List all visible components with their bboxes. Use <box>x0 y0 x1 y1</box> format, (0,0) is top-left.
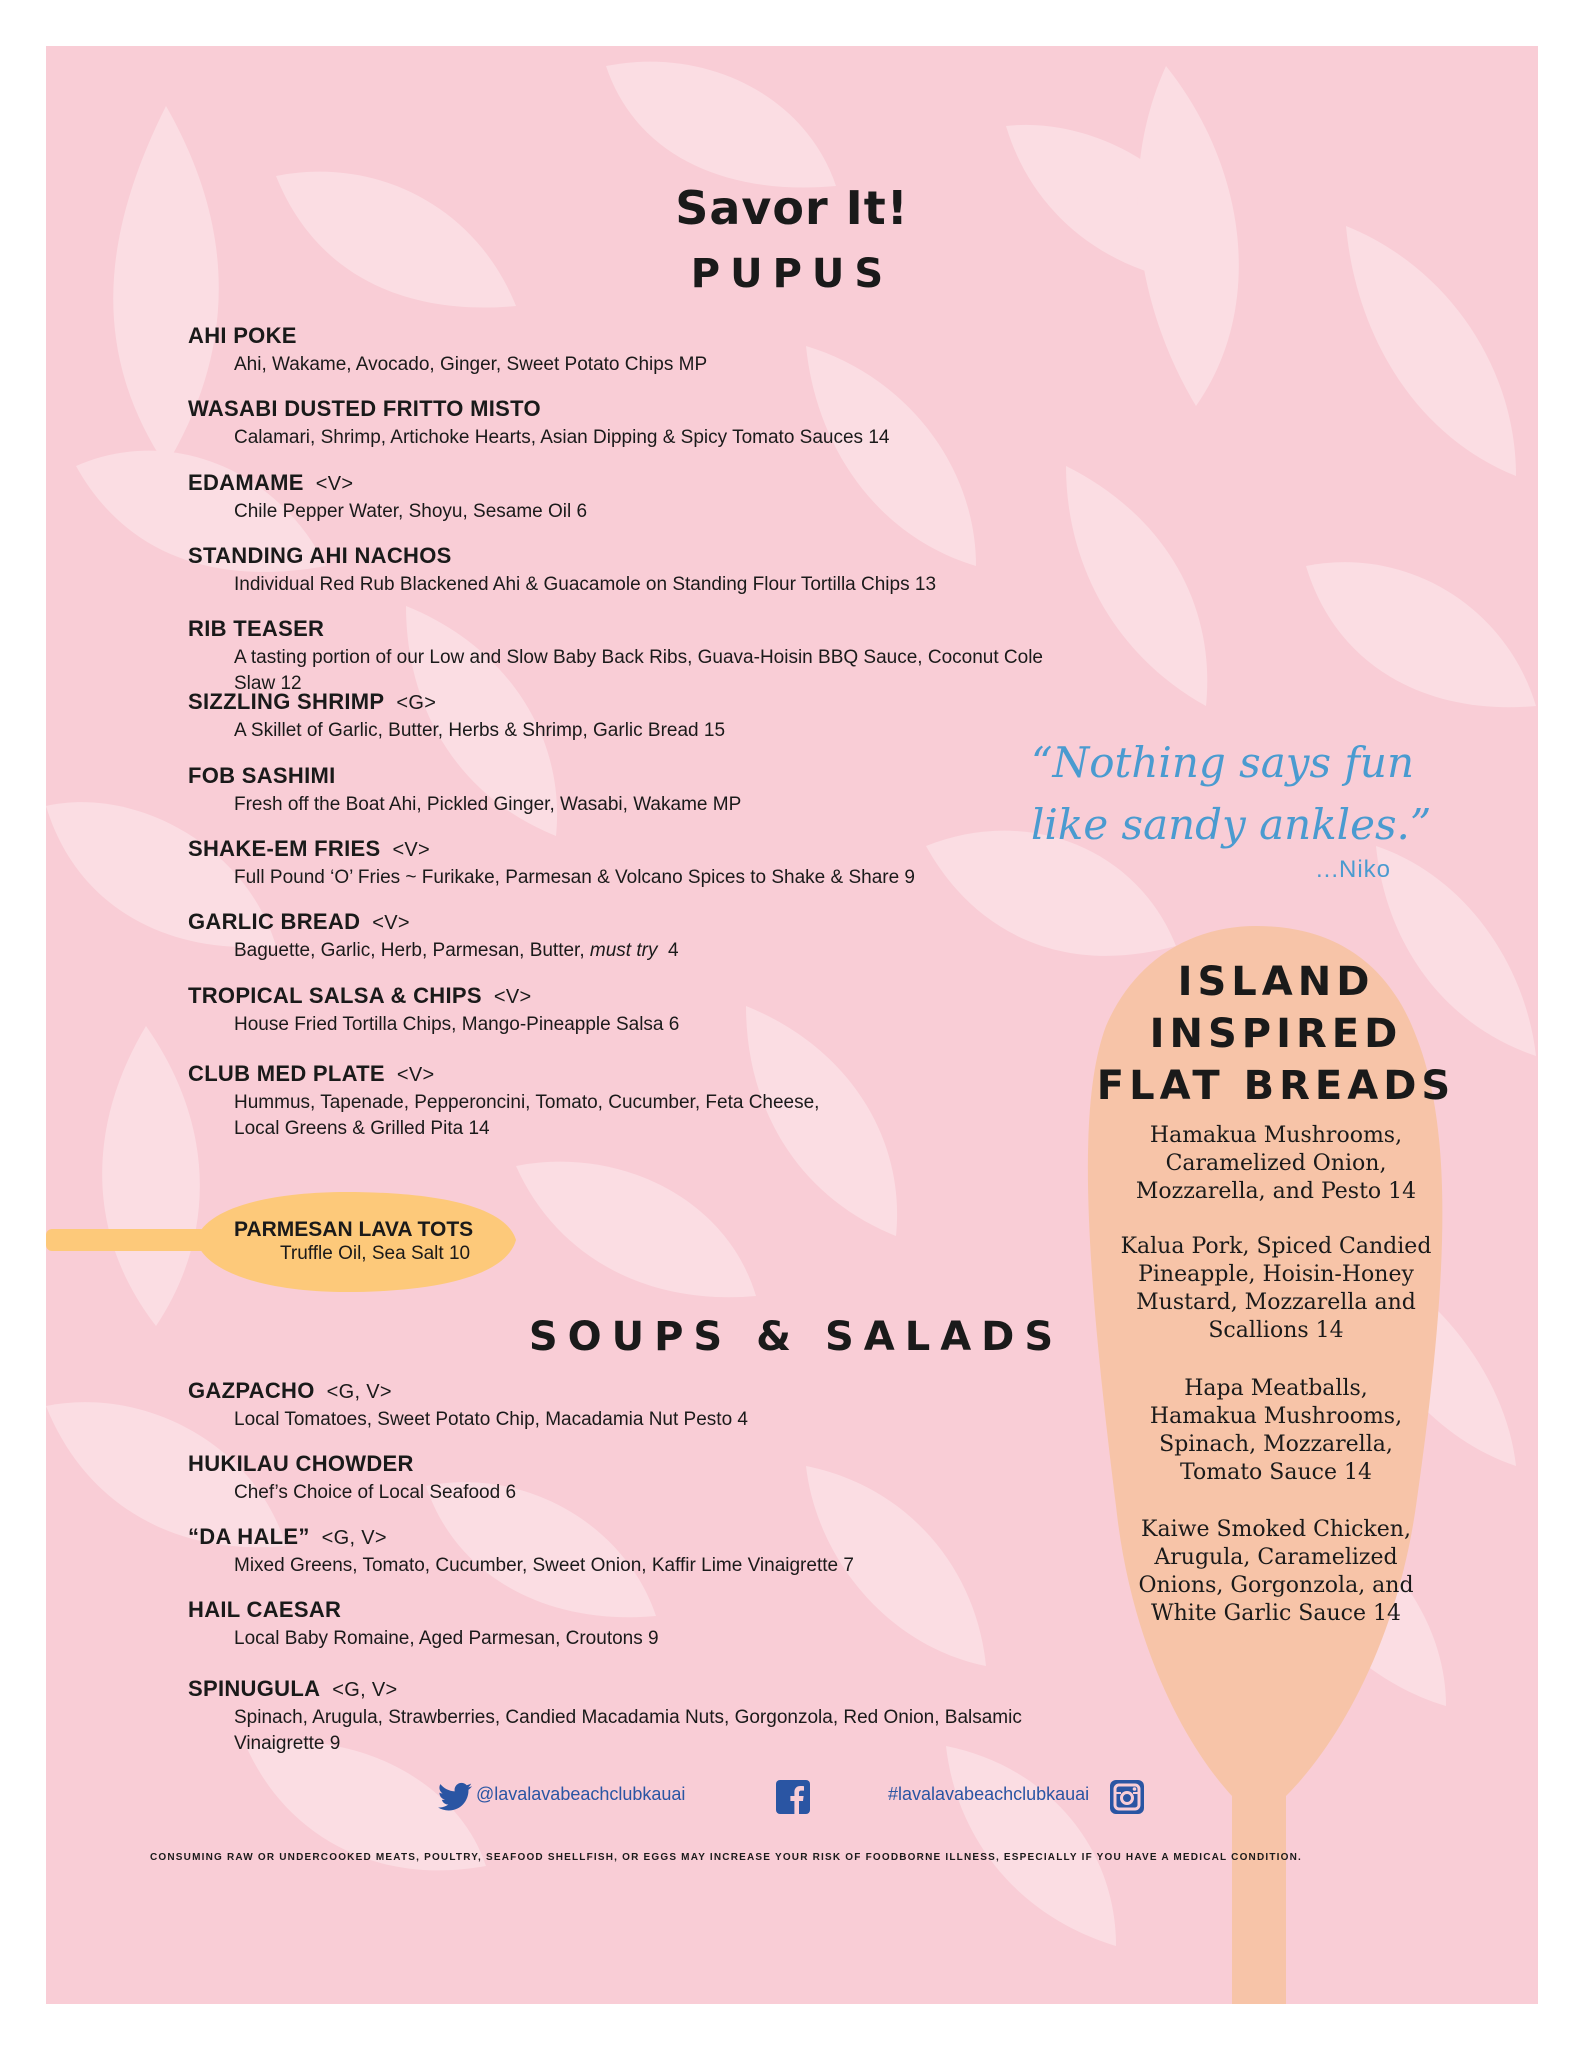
menu-item-desc-text: Full Pound ‘O’ Fries ~ Furikake, Parmesan & Volcano Spices to Shake & Share 9 <box>234 867 915 888</box>
menu-item-desc-text: Hummus, Tapenade, Pepperoncini, Tomato, Cucumber, Feta Cheese, <box>234 1092 820 1113</box>
flatbread-line: White Garlic Sauce 14 <box>1151 1601 1401 1626</box>
flatbreads-title-line: ISLAND <box>1177 959 1375 1005</box>
menu-item-name <box>188 836 1088 862</box>
menu-item <box>188 396 1088 451</box>
menu-item-name <box>188 1061 1088 1087</box>
menu-page <box>46 46 1538 2004</box>
menu-item <box>188 763 1088 818</box>
menu-item-desc <box>234 1012 1088 1038</box>
menu-item-desc: Local Tomatoes, Sweet Potato Chip, Macadamia Nut Pesto 4 <box>234 1409 748 1430</box>
menu-item-desc-text: Ahi, Wakame, Avocado, Ginger, Sweet Potato Chips MP <box>234 354 708 375</box>
menu-item-name <box>188 543 1088 569</box>
flatbread-line: Onions, Gorgonzola, and <box>1138 1573 1414 1598</box>
menu-item-desc-text: Baguette, Garlic, Herb, Parmesan, Butter, <box>234 940 585 961</box>
twitter-handle[interactable]: @lavalavabeachclubkauai <box>476 1784 686 1804</box>
menu-item-price: 4 <box>657 940 679 961</box>
flatbread-line: Hamakua Mushrooms, <box>1149 1404 1403 1429</box>
dietary-tag: <V> <box>392 839 431 861</box>
flatbread-line: Spinach, Mozzarella, <box>1159 1432 1393 1457</box>
menu-item-desc-emphasis: must try <box>589 940 658 961</box>
flatbread-item <box>1116 1375 1436 1487</box>
menu-item-name <box>188 1597 1088 1623</box>
dietary-tag: <V> <box>372 912 410 934</box>
dietary-tag: <G, V> <box>326 1381 392 1403</box>
instagram-hashtag[interactable]: #lavalavabeachclubkauai <box>888 1784 1090 1804</box>
menu-item-desc <box>234 572 1088 598</box>
dietary-tag: <G> <box>396 692 437 714</box>
flatbread-item <box>1116 1233 1436 1345</box>
quote-author: ...Niko <box>1316 856 1392 883</box>
menu-item-title: SHAKE-EM FRIES <box>188 836 381 861</box>
menu-item-name <box>188 323 1088 349</box>
flatbread-line: Hamakua Mushrooms, <box>1149 1123 1403 1148</box>
menu-item-desc: Local Baby Romaine, Aged Parmesan, Croutons 9 <box>234 1628 659 1649</box>
menu-item-desc <box>234 938 1088 964</box>
menu-item-title: GAZPACHO <box>188 1378 315 1403</box>
menu-item-name <box>188 1676 1088 1702</box>
menu-item <box>188 1378 1088 1433</box>
menu-item-desc-text: House Fried Tortilla Chips, Mango-Pineapple Salsa 6 <box>234 1014 680 1035</box>
menu-item-desc <box>234 792 1088 818</box>
menu-item-desc <box>234 499 1088 525</box>
menu-item-name <box>188 1524 1088 1550</box>
menu-item <box>188 909 1088 964</box>
menu-item <box>188 689 1088 744</box>
flatbread-line: Caramelized Onion, <box>1165 1151 1387 1176</box>
special-item-name: PARMESAN LAVA TOTS <box>234 1218 474 1241</box>
dietary-tag: <V> <box>493 986 532 1008</box>
menu-item <box>188 323 1088 378</box>
menu-item-title: STANDING AHI NACHOS <box>188 543 452 568</box>
menu-item-title: SIZZLING SHRIMP <box>188 689 385 714</box>
menu-item-title: RIB TEASER <box>188 616 325 641</box>
menu-item <box>188 1676 1088 1757</box>
menu-item-title: CLUB MED PLATE <box>188 1061 385 1086</box>
flatbreads-title <box>1096 956 1456 1112</box>
flatbread-item <box>1116 1122 1436 1206</box>
menu-item <box>188 1597 1088 1652</box>
food-safety-disclaimer: CONSUMING RAW OR UNDERCOOKED MEATS, POULTRY, SEAFOOD SHELLFISH, OR EGGS MAY INCREASE YOUR RISK OF FOODBORNE ILLNESS, ESPECIALLY IF YOU HAVE A MEDICAL CONDITION. <box>149 1852 1303 1863</box>
flatbread-line: Mustard, Mozzarella and <box>1136 1290 1416 1315</box>
quote-line: like sandy ankles.” <box>1031 800 1432 849</box>
menu-item-name <box>188 1378 1088 1404</box>
menu-item-desc: Chef’s Choice of Local Seafood 6 <box>234 1482 517 1503</box>
menu-item <box>188 1524 1088 1579</box>
flatbread-line: Mozzarella, and Pesto 14 <box>1135 1179 1417 1204</box>
section-title-pupus: PUPUS <box>690 251 894 297</box>
menu-item <box>188 543 1088 598</box>
menu-item-name <box>188 983 1088 1009</box>
menu-item <box>188 470 1088 525</box>
menu-item-title: GARLIC BREAD <box>188 909 361 934</box>
menu-item <box>188 983 1088 1038</box>
section-title-soups-salads: SOUPS & SALADS <box>528 1314 1064 1360</box>
menu-item-name <box>188 396 1088 422</box>
dietary-tag: <G, V> <box>332 1679 398 1701</box>
dietary-tag: <G, V> <box>321 1527 387 1549</box>
menu-item <box>188 1061 1088 1142</box>
menu-item-desc-text: A tasting portion of our Low and Slow Baby Back Ribs, Guava-Hoisin BBQ Sauce, Coconut Cole Slaw 12 <box>234 647 1043 694</box>
flatbread-line: Kalua Pork, Spiced Candied <box>1120 1234 1432 1259</box>
menu-item-name <box>188 689 1088 715</box>
quote <box>1031 732 1451 856</box>
dietary-tag: <V> <box>315 473 354 495</box>
menu-item-name <box>188 909 1088 935</box>
menu-item-title: “DA HALE” <box>188 1524 310 1549</box>
menu-item-name <box>188 1451 1088 1477</box>
menu-item-name <box>188 616 1088 642</box>
twitter-icon[interactable] <box>438 1782 472 1812</box>
flatbreads-title-line: INSPIRED <box>1149 1011 1403 1057</box>
menu-item-title: SPINUGULA <box>188 1676 321 1701</box>
menu-item-title: EDAMAME <box>188 470 304 495</box>
quote-line: “Nothing says fun <box>1031 738 1415 787</box>
menu-item-desc-text: Individual Red Rub Blackened Ahi & Guacamole on Standing Flour Tortilla Chips 13 <box>234 574 937 595</box>
flatbread-line: Arugula, Caramelized <box>1154 1545 1398 1570</box>
menu-item-title: TROPICAL SALSA & CHIPS <box>188 983 482 1008</box>
flatbread-item <box>1116 1516 1436 1628</box>
flatbread-line: Scallions 14 <box>1208 1318 1344 1343</box>
menu-item-name <box>188 763 1088 789</box>
instagram-icon[interactable] <box>1110 1780 1144 1814</box>
menu-item-title: HUKILAU CHOWDER <box>188 1451 414 1476</box>
flatbread-line: Hapa Meatballs, <box>1184 1376 1368 1401</box>
menu-item-desc-text: A Skillet of Garlic, Butter, Herbs & Shrimp, Garlic Bread 15 <box>234 720 726 741</box>
menu-item-desc <box>234 718 1088 744</box>
flatbreads-title-line: FLAT BREADS <box>1096 1063 1456 1109</box>
flatbread-line: Tomato Sauce 14 <box>1180 1460 1372 1485</box>
menu-item-title: HAIL CAESAR <box>188 1597 342 1622</box>
menu-item-title: AHI POKE <box>188 323 297 348</box>
facebook-icon[interactable] <box>776 1780 810 1814</box>
menu-item-desc-text: Fresh off the Boat Ahi, Pickled Ginger, Wasabi, Wakame MP <box>234 794 742 815</box>
menu-item-name <box>188 470 1088 496</box>
page-title: Savor It! <box>675 181 909 235</box>
menu-item-desc <box>234 425 1088 451</box>
menu-item-desc: Mixed Greens, Tomato, Cucumber, Sweet Onion, Kaffir Lime Vinaigrette 7 <box>234 1555 854 1576</box>
social-bar <box>46 1776 1538 1816</box>
menu-item-desc <box>234 865 1088 891</box>
menu-item <box>188 616 1088 697</box>
menu-item-title: WASABI DUSTED FRITTO MISTO <box>188 396 541 421</box>
menu-item <box>188 836 1088 891</box>
flatbread-line: Kaiwe Smoked Chicken, <box>1141 1517 1411 1542</box>
menu-item-desc-text: Chile Pepper Water, Shoyu, Sesame Oil 6 <box>234 501 588 522</box>
menu-item-desc: Spinach, Arugula, Strawberries, Candied Macadamia Nuts, Gorgonzola, Red Onion, Balsamic Vinaigrette 9 <box>234 1707 1022 1754</box>
menu-item-desc-text: Local Greens & Grilled Pita 14 <box>234 1118 490 1139</box>
menu-item <box>188 1451 1088 1506</box>
menu-item-desc-text: Calamari, Shrimp, Artichoke Hearts, Asian Dipping & Spicy Tomato Sauces 14 <box>234 427 890 448</box>
menu-item-desc <box>234 352 1088 378</box>
dietary-tag: <V> <box>396 1064 435 1086</box>
menu-item-title: FOB SASHIMI <box>188 763 336 788</box>
special-item-desc: Truffle Oil, Sea Salt 10 <box>280 1243 471 1264</box>
menu-item-desc <box>234 1090 1088 1142</box>
flatbread-line: Pineapple, Hoisin-Honey <box>1138 1262 1414 1287</box>
